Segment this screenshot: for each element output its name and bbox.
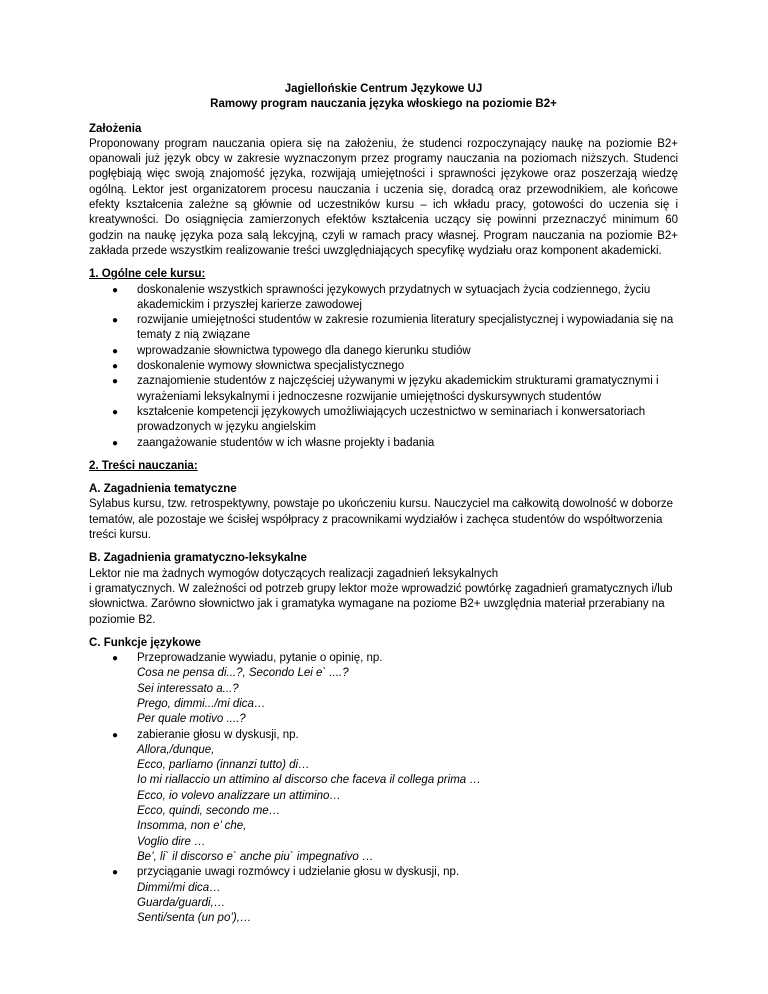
bullet-icon: ● (112, 361, 119, 373)
list-item: ● rozwijanie umiejętności studentów w zakresie rozumienia literatury specjalistycznej i wypowiadania się na tematy z nią związane (112, 314, 674, 342)
program-title: Ramowy program nauczania języka włoskiego na poziomie B2+ (210, 98, 557, 111)
bullet-icon: ● (112, 345, 119, 357)
example-phrase: Cosa ne pensa di...?, Secondo Lei e` ....? (137, 667, 349, 680)
grammar-text-line1: Lektor nie ma żadnych wymogów dotyczących realizacji zagadnień leksykalnych (89, 567, 499, 580)
example-phrase: Dimmi/mi dica… (137, 881, 221, 894)
functions-list (89, 651, 678, 926)
example-phrase: Be’, li` il discorso e` anche piu` impegnativo … (137, 850, 374, 863)
assumptions-heading: Założenia (89, 122, 142, 135)
bullet-icon: ● (112, 653, 119, 665)
thematic-text: Sylabus kursu, tzw. retrospektywny, powstaje po ukończeniu kursu. Nauczyciel ma całkowitą dowolność w doborze tematów, ale pozostaje we ścisłej współpracy z pracownikami wydziałów i zachęca studentów do współtworzenia treści kursu. (89, 498, 674, 542)
example-phrase: Io mi riallaccio un attimino al discorso che faceva il collega prima … (137, 774, 481, 787)
example-phrase: Ecco, parliamo (innanzi tutto) di… (137, 759, 310, 772)
list-item: ● zaznajomienie studentów z najczęściej używanymi w języku akademickim strukturami gramatycznymi i wyrażeniami leksykalnymi i jednoczesne rozwijanie umiejętności dyskursywnych studentów (112, 375, 659, 403)
goals-list (89, 283, 678, 451)
list-item: ● zaangażowanie studentów w ich własne projekty i badania (89, 436, 678, 451)
list-item: ● kształcenie kompetencji językowych umożliwiających uczestnictwo w seminariach i konwersatoriach prowadzonych w języku angielskim (112, 405, 646, 434)
bullet-icon: ● (112, 437, 119, 449)
bullet-icon: ● (112, 406, 119, 418)
functions-heading: C. Funkcje językowe (89, 636, 201, 649)
list-item: ● doskonalenie wymowy słownictwa specjalistycznego (89, 359, 678, 374)
grammar-heading: B. Zagadnienia gramatyczno-leksykalne (89, 552, 307, 565)
thematic-heading: A. Zagadnienia tematyczne (89, 483, 237, 496)
bullet-icon: ● (112, 284, 119, 296)
institution-title: Jagiellońskie Centrum Językowe UJ (284, 83, 483, 95)
example-phrase: Insomma, non e’ che, (137, 820, 247, 833)
example-phrase: Senti/senta (un po’),… (137, 912, 252, 925)
list-item: ● przyciąganie uwagi rozmówcy i udzielanie głosu w dyskusji, np. Dimmi/mi dica… Guarda/guardi,… Senti/senta (un po’),… (89, 865, 678, 926)
contents-heading: 2. Treści nauczania: (89, 459, 198, 472)
list-item: ● doskonalenie wszystkich sprawności językowych przydatnych w sytuacjach życia codziennego, życiu akademickim i przyszłej karierze zawodowej (112, 283, 651, 311)
list-item: ● zabieranie głosu w dyskusji, np. Allora,/dunque, Ecco, parliamo (innanzi tutto) di… Io mi riallaccio un attimino al discorso che faceva il collega prima … Ecco, io volevo analizzare un attimino… Ecco, quindi, secondo me… Insomma, non e’ che, Voglio dire … Be’, li` il discorso e` anche piu` impegnativo … (89, 728, 678, 866)
example-phrase: Per quale motivo ....? (137, 713, 246, 726)
example-phrase: Allora,/dunque, (137, 743, 215, 756)
bullet-icon: ● (112, 315, 119, 327)
example-phrase: Ecco, quindi, secondo me… (137, 805, 281, 818)
bullet-icon: ● (112, 867, 119, 879)
example-phrase: Sei interessato a...? (137, 682, 239, 695)
list-item: ● Przeprowadzanie wywiadu, pytanie o opinię, np. Cosa ne pensa di...?, Secondo Lei e` ....? Sei interessato a...? Prego, dimmi.../mi dica… Per quale motivo ....? (89, 651, 678, 727)
goals-heading: 1. Ogólne cele kursu: (89, 268, 206, 281)
example-phrase: Guarda/guardi,… (137, 896, 226, 909)
bullet-icon: ● (112, 376, 119, 388)
example-phrase: Ecco, io volevo analizzare un attimino… (137, 789, 341, 802)
assumptions-text: Proponowany program nauczania opiera się na założeniu, że studenci rozpoczynający naukę na poziomie B2+ opanowali już język obcy w zakresie wyznaczonym przez programy nauczania na poziomach niższych. Studenci pogłębiają więc swoją znajomość języka, rozwijają umiejętności i sprawności językowe oraz poszerzają wiedzę ogólną. Lektor jest organizatorem procesu nauczania i uczenia się, doradcą oraz przewodnikiem, ale końcowe efekty kształcenia zależne są głównie od uczestników kursu – ich wkładu pracy, gotowości do uczenia się i kreatywności. Do osiągnięcia zamierzonych efektów kształcenia uczący się powinni przeznaczyć minimum 60 godzin na naukę języka poza salą lekcyjną, czyli w ramach pracy własnej. Program nauczania na poziomie B2+ zakłada przede wszystkim realizowanie treści uwzględniających specyfikę wydziału oraz komponent akademicki. (89, 137, 678, 257)
example-phrase: Prego, dimmi.../mi dica… (137, 697, 266, 710)
list-item: ● wprowadzanie słownictwa typowego dla danego kierunku studiów (89, 344, 678, 359)
example-phrase: Voglio dire … (137, 835, 206, 848)
grammar-text-line2: i gramatycznych. W zależności od potrzeb grupy lektor może wprowadzić powtórkę zagadnień gramatycznych i/lub słownictwa. Zarówno słownictwo jak i gramatyka wymagane na poziome B2+ uwzględnia materiał przerabiany na poziomie B2. (89, 582, 673, 626)
bullet-icon: ● (112, 729, 119, 741)
